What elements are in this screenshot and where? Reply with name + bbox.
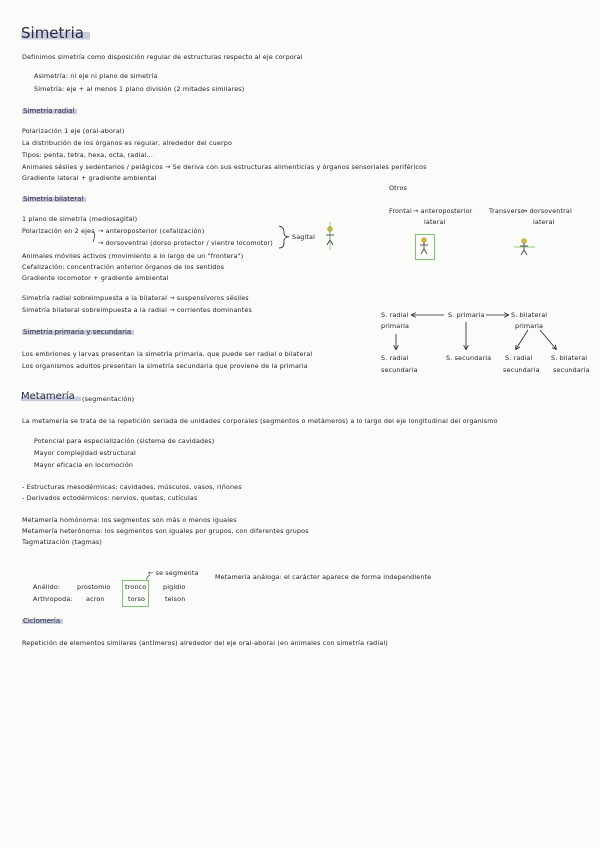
metameria-advantage: Mayor complejidad estructural	[34, 449, 136, 457]
intro-definition: Definimos simetría como disposición regular de estructuras respecto al eje corporal	[22, 53, 303, 61]
tree-node: S. radial	[505, 354, 533, 362]
radial-line: Tipos: penta, tetra, hexa, octa, radial...	[22, 151, 154, 159]
tree-arrows	[396, 315, 556, 349]
plane-frontal-lateral: lateral	[424, 218, 446, 226]
intro-asymmetry: Asimetría: ni eje ni plano de simetría	[34, 72, 158, 80]
sagittal-brace	[279, 226, 289, 248]
primary-secondary-line: Los organismos adultos presentan la simetría secundaria que proviene de la primaria	[22, 362, 308, 370]
brace-label: Sagital	[292, 233, 316, 241]
metameria-type: Metamería heterónoma: los segmentos son iguales por grupos, con diferentes grupos	[22, 527, 309, 535]
bilateral-line: Gradiente locomotor + gradiente ambiental	[22, 274, 169, 282]
intro-symmetry: Simetría: eje + al menos 1 plano división (2 mitades similares)	[34, 85, 245, 93]
bilateral-axis-ap: → anteroposterior (cefalización)	[98, 227, 205, 235]
tree-node: S. bilateral	[551, 354, 588, 362]
bilateral-line: Simetría radial sobreimpuesta a la bilateral → suspensívoros sésiles	[22, 294, 249, 302]
tree-node: S. radial	[381, 311, 409, 319]
bilateral-line: Simetría bilateral sobreimpuesta a la radial → corrientes dominantes	[22, 306, 252, 314]
tree-node: primaria	[381, 322, 410, 330]
tree-node: S. secundaria	[446, 354, 492, 362]
tree-node: secundaria	[381, 366, 418, 374]
table-cell: telson	[165, 595, 186, 603]
segmenta-note: ← se segmenta	[148, 569, 199, 577]
table-group: Anélido:	[33, 583, 61, 591]
cyclomeria-definition: Repetición de elementos similares (antímeros) alrededor del eje oral-aboral (en animales con simetría radial)	[22, 639, 388, 647]
tree-node: S. radial	[381, 354, 409, 362]
sagittal-figure-icon	[326, 222, 334, 250]
tree-node: secundaria	[553, 366, 590, 374]
bilateral-line: Cefalización: concentración anterior órganos de los sentidos	[22, 263, 225, 271]
metameria-analog: Metamería análoga: el carácter aparece de forma independiente	[215, 573, 432, 581]
plane-transverse: Transverso	[489, 207, 525, 215]
tree-node: S. primaria	[448, 311, 485, 319]
transverse-figure-icon	[514, 239, 535, 255]
tree-node: S. bilateral	[511, 311, 548, 319]
frontal-figure-icon	[420, 238, 428, 254]
bilateral-plane: 1 plano de simetría (mediosagital)	[22, 215, 138, 223]
radial-line: La distribución de los órganos es regular, alrededor del cuerpo	[22, 139, 233, 147]
radial-heading: Simetría radial	[22, 107, 77, 115]
primary-secondary-line: Los embriones y larvas presentan la simetría primaria, que puede ser radial o bilateral	[22, 350, 313, 358]
metameria-type: Metamería homónoma: los segmentos son más o menos iguales	[22, 516, 237, 524]
bilateral-axis-dv: → dorsoventral (dorso protector / vientre locomotor)	[98, 239, 273, 247]
radial-line: Gradiente lateral + gradiente ambiental	[22, 174, 157, 182]
tree-node: secundaria	[503, 366, 540, 374]
segmenta-arrow	[147, 575, 150, 580]
table-cell: pigidio	[163, 583, 186, 591]
plane-frontal-axis: → anteroposterior	[413, 207, 473, 215]
table-cell: torso	[128, 595, 146, 603]
bilateral-line: Animales móviles activos (movimiento a lo largo de un "frontera")	[22, 252, 244, 260]
cyclomeria-heading: Ciclomería	[22, 617, 63, 625]
metameria-advantage: Potencial para especialización (sistema de cavidades)	[34, 437, 215, 445]
radial-line: Polarización 1 eje (oral-aboral)	[22, 127, 125, 135]
axes-bracket	[93, 231, 95, 242]
table-cell: prostomio	[77, 583, 111, 591]
bilateral-heading: Simetría bilateral	[22, 195, 86, 203]
table-group: Arthropoda:	[33, 595, 73, 603]
metameria-advantage: Mayor eficacia en locomoción	[34, 461, 134, 469]
metameria-heading: Metamería	[21, 391, 81, 403]
metameria-definition: La metamería se trata de la repetición seriada de unidades corporales (segmentos o metámeros) a lo largo del eje longitudinal del organismo	[22, 417, 498, 425]
table-cell: tronco	[125, 583, 147, 591]
page-title: Simetria	[21, 24, 90, 42]
metameria-structure: - Derivados ectodérmicos: nervios, quetas, cutículas	[22, 494, 198, 502]
tree-node: primaria	[515, 322, 544, 330]
plane-transverse-axis: → dorsoventral	[522, 207, 572, 215]
plane-frontal: Frontal	[389, 207, 412, 215]
radial-line: Animales sésiles y sedentarios / pelágicos → Se deriva con sus estructuras alimenticias y órganos sensoriales periféricos	[22, 163, 427, 171]
metameria-subtitle: (segmentación)	[82, 395, 135, 403]
bilateral-polarization: Polarización en 2 ejes	[22, 227, 95, 235]
metameria-structure: - Estructuras mesodérmicas: cavidades, músculos, vasos, riñones	[22, 483, 242, 491]
metameria-type: Tagmatización (tagmas)	[22, 538, 103, 546]
table-cell: acron	[86, 595, 105, 603]
plane-transverse-lateral: lateral	[533, 218, 555, 226]
primary-secondary-heading: Simetría primaria y secundaria	[22, 328, 134, 336]
planes-others: Otros	[389, 184, 408, 192]
